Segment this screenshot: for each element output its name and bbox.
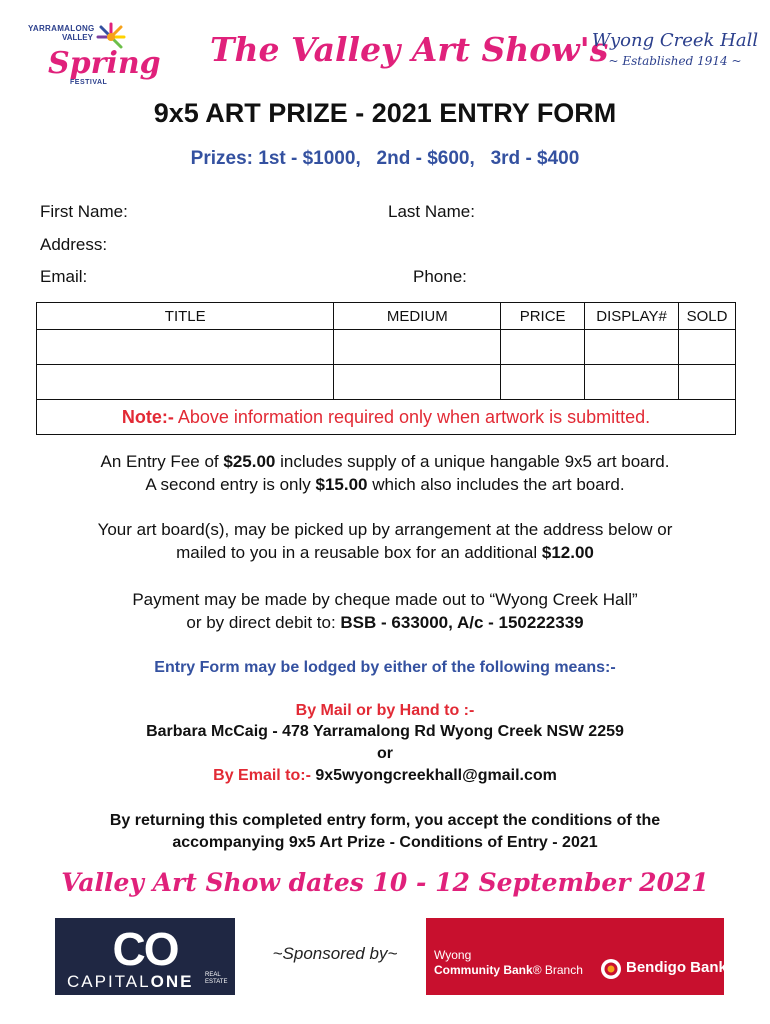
second-entry-amount: $15.00 [315, 475, 368, 494]
last-name-field[interactable]: Last Name: [388, 202, 475, 221]
title-cell[interactable] [37, 365, 334, 400]
conditions-line2: accompanying 9x5 Art Prize - Conditions of Entry - 2021 [172, 834, 598, 851]
email-line [0, 765, 770, 787]
hall-name: Wyong Creek Hall [591, 30, 759, 51]
note-label: Note:- [121, 406, 174, 427]
bendigo-logo-line1: Wyong [434, 948, 472, 962]
column-header-display: DISPLAY# [585, 303, 679, 330]
fee-text: includes supply of a unique hangable 9x5 art board. [275, 452, 670, 471]
phone-field[interactable]: Phone: [413, 267, 467, 286]
capital-one-logo [55, 918, 235, 995]
medium-cell[interactable] [334, 330, 501, 365]
address-field[interactable]: Address: [40, 235, 108, 254]
postage-amount: $12.00 [541, 543, 594, 562]
fee-amount: $25.00 [223, 452, 276, 471]
bendigo-mark-icon [600, 958, 622, 980]
capital-logo-sub2: ESTATE [205, 979, 228, 985]
capital-logo-mark: CO [112, 923, 178, 975]
entry-fee-line [0, 451, 770, 473]
bendigo-logo-brand: Bendigo Bank [626, 959, 727, 976]
bendigo-logo-line2-a: Community Bank [434, 963, 533, 977]
hall-established: ~ Established 1914 ~ [608, 54, 742, 68]
festival-logo [28, 22, 161, 88]
capital-logo-name-a: CAPITAL [67, 972, 151, 991]
table-row [37, 330, 736, 365]
note-text: Above information required only when artwork is submitted. [173, 406, 651, 427]
show-dates: Valley Art Show dates 10 - 12 September 2021 [61, 868, 709, 897]
form-title: 9x5 ART PRIZE - 2021 ENTRY FORM [153, 98, 617, 128]
table-row [37, 365, 736, 400]
sold-cell[interactable] [679, 330, 736, 365]
bendigo-bank-logo [426, 918, 727, 995]
sponsored-by: ~Sponsored by~ [272, 944, 398, 963]
table-note [37, 400, 736, 435]
bank-line [0, 612, 770, 634]
fee-text: which also includes the art board. [367, 475, 625, 494]
column-header-sold: SOLD [679, 303, 736, 330]
second-entry-line [0, 474, 770, 496]
prizes-line: Prizes: 1st - $1000, 2nd - $600, 3rd - $400 [190, 148, 580, 169]
festival-logo-line1: YARRAMALONG [28, 24, 95, 33]
email-label: By Email to:- [213, 767, 311, 784]
capital-logo-name-b: ONE [150, 972, 194, 991]
bank-details: BSB - 633000, A/c - 150222339 [340, 613, 584, 632]
bank-text: or by direct debit to: [186, 613, 341, 632]
table-header-row [37, 303, 736, 330]
mail-address: Barbara McCaig - 478 Yarramalong Rd Wyong Creek NSW 2259 [146, 723, 624, 740]
capital-logo-sub [205, 972, 227, 986]
conditions-line1: By returning this completed entry form, you accept the conditions of the [109, 812, 661, 829]
fee-text: An Entry Fee of [100, 452, 224, 471]
lodge-heading: Entry Form may be lodged by either of the following means:- [154, 659, 616, 676]
artwork-table [36, 302, 736, 435]
fee-text: A second entry is only [145, 475, 316, 494]
bendigo-logo-line2 [434, 963, 583, 977]
display-cell[interactable] [585, 365, 679, 400]
column-header-medium: MEDIUM [334, 303, 501, 330]
bendigo-logo-line2-b: ® Branch [532, 963, 583, 977]
capital-logo-sub1: REAL [205, 972, 221, 978]
medium-cell[interactable] [334, 365, 501, 400]
table-note-row [37, 400, 736, 435]
column-header-title: TITLE [37, 303, 334, 330]
festival-logo-line2: VALLEY [62, 33, 93, 42]
email-address[interactable]: 9x5wyongcreekhall@gmail.com [310, 767, 557, 784]
price-cell[interactable] [501, 330, 585, 365]
capital-logo-name [67, 972, 193, 992]
column-header-price: PRICE [501, 303, 585, 330]
sold-cell[interactable] [679, 365, 736, 400]
payment-line: Payment may be made by cheque made out to “Wyong Creek Hall” [132, 590, 638, 609]
postage-line [0, 542, 770, 564]
festival-logo-line3: FESTIVAL [70, 79, 108, 86]
pickup-line: Your art board(s), may be picked up by arrangement at the address below or [97, 520, 673, 539]
or-text: or [377, 745, 393, 762]
first-name-field[interactable]: First Name: [40, 202, 128, 221]
show-title: The Valley Art Show's [210, 30, 609, 69]
display-cell[interactable] [585, 330, 679, 365]
price-cell[interactable] [501, 365, 585, 400]
festival-logo-word: Spring [48, 46, 161, 81]
email-field[interactable]: Email: [40, 267, 88, 286]
postage-text: mailed to you in a reusable box for an additional [176, 543, 542, 562]
title-cell[interactable] [37, 330, 334, 365]
mail-label: By Mail or by Hand to :- [295, 702, 475, 719]
